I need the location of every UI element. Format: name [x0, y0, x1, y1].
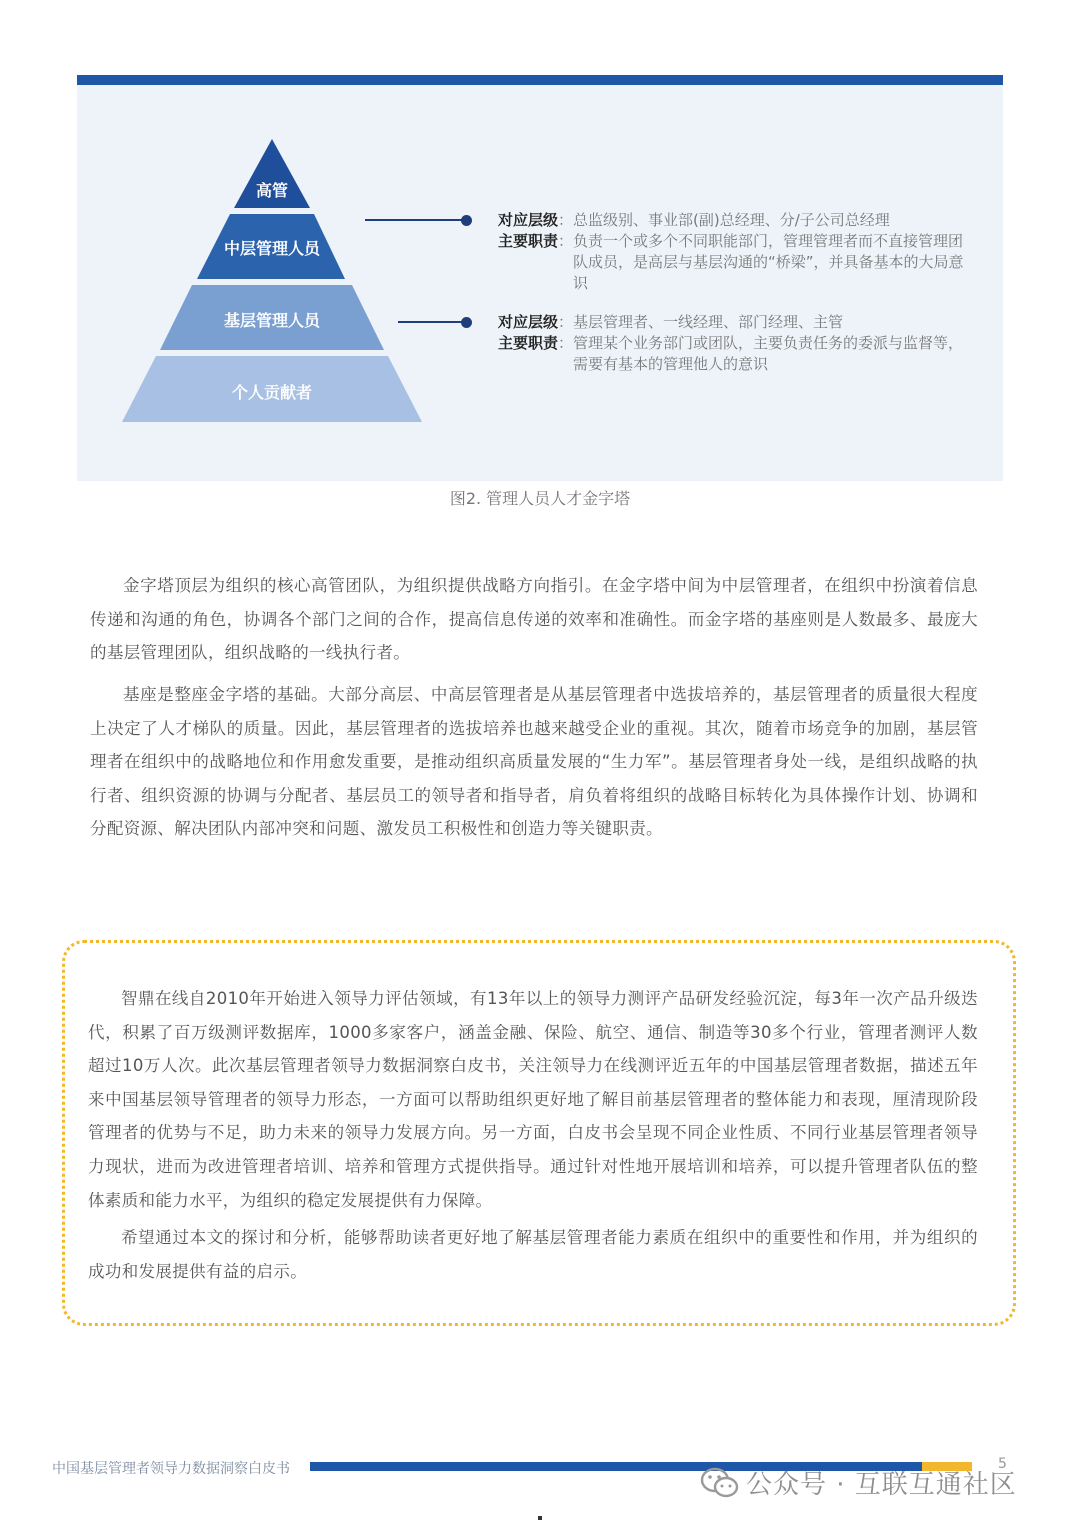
tier-bottom-label: 个人贡献者 — [231, 383, 312, 402]
base-connector-line — [398, 321, 466, 323]
middle-connector-dot — [461, 215, 472, 226]
middle-duty-text: 负责一个或多个不同职能部门，管理管理者而不直接管理团队成员，是高层与基层沟通的“桥梁”，并具备基本的大局意识 — [573, 232, 964, 292]
base-duty-text: 管理某个业务部门或团队，主要负责任务的委派与监督等，需要有基本的管理他人的意识 — [573, 334, 964, 373]
middle-connector-line — [365, 219, 465, 221]
callout-paragraph-1: 智鼎在线自2010年开始进入领导力评估领域，有13年以上的领导力测评产品研发经验沉淀，每3年一次产品升级迭代，积累了百万级测评数据库，1000多家客户，涵盖金融、保险、航空、通信、制造等30多个行业，管理者测评人数超过10万人次。此次基层管理者领导力数据洞察白皮书，关注领导力在线测评近五年的中国基层管理者数据，描述五年来中国基层领导管理者的领导力形态，一方面可以帮助组织更好地了解目前基层管理者的整体能力和表现，厘清现阶段管理者的优势与不足，助力未来的领导力发展方向。另一方面，白皮书会呈现不同企业性质、不同行业基层管理者领导力现状，进而为改进管理者培训、培养和管理方式提供指导。通过针对性地开展培训和培养，可以提升管理者队伍的整体素质和能力水平，为组织的稳定发展提供有力保障。 — [88, 989, 978, 1210]
pyramid-figure — [77, 85, 1003, 481]
tier-base-label: 基层管理人员 — [223, 311, 320, 330]
base-duty-label: 主要职责 — [498, 334, 559, 352]
header-rule — [77, 75, 1003, 85]
base-info: 对应层级：基层管理者、一线经理、部门经理、主管 主要职责：管理某个业务部门或团队，主要负责任务的委派与监督等，需要有基本的管理他人的意识 — [498, 313, 964, 373]
base-level-label: 对应层级 — [498, 313, 559, 331]
body-paragraph-2: 基座是整座金字塔的基础。大部分高层、中高层管理者是从基层管理者中选拔培养的，基层管理者的质量很大程度上决定了人才梯队的质量。因此，基层管理者的选拔培养也越来越受企业的重视。其次，随着市场竞争的加剧，基层管理者在组织中的战略地位和作用愈发重要，是推动组织高质量发展的“生力军”。基层管理者身处一线，是组织战略的执行者、组织资源的协调与分配者、基层员工的领导者和指导者，肩负着将组织的战略目标转化为具体操作计划、协调和分配资源、解决团队内部冲突和问题、激发员工积极性和创造力等关键职责。 — [90, 685, 978, 839]
body-paragraph-1: 金字塔顶层为组织的核心高管团队，为组织提供战略方向指引。在金字塔中间为中层管理者，在组织中扮演着信息传递和沟通的角色，协调各个部门之间的合作，提高信息传递的效率和准确性。而金字塔的基座则是人数最多、最庞大的基层管理团队，组织战略的一线执行者。 — [90, 576, 978, 663]
watermark-text: 公众号 · 互联互通社区 — [746, 1470, 1017, 1500]
middle-duty-label: 主要职责 — [498, 232, 559, 250]
wechat-icon — [700, 1466, 740, 1500]
bottom-mark — [538, 1516, 542, 1520]
tier-middle-label: 中层管理人员 — [223, 239, 320, 258]
middle-info: 对应层级：总监级别、事业部(副)总经理、分/子公司总经理 主要职责：负责一个或多个不同职能部门，管理管理者而不直接管理团队成员，是高层与基层沟通的“桥梁”，并具备基本的大局意识 — [498, 211, 964, 292]
footer-title: 中国基层管理者领导力数据洞察白皮书 — [52, 1461, 290, 1477]
base-level-text: 基层管理者、一线经理、部门经理、主管 — [573, 313, 844, 331]
callout-paragraph-2: 希望通过本文的探讨和分析，能够帮助读者更好地了解基层管理者能力素质在组织中的重要性和作用，并为组织的成功和发展提供有益的启示。 — [88, 1228, 978, 1281]
figure-caption: 图2. 管理人员人才金字塔 — [449, 489, 631, 508]
page-number: 5 — [998, 1456, 1007, 1472]
middle-level-text: 总监级别、事业部(副)总经理、分/子公司总经理 — [573, 211, 890, 229]
middle-level-label: 对应层级 — [498, 211, 559, 229]
base-connector-dot — [461, 317, 472, 328]
tier-top-label: 高管 — [255, 181, 288, 200]
